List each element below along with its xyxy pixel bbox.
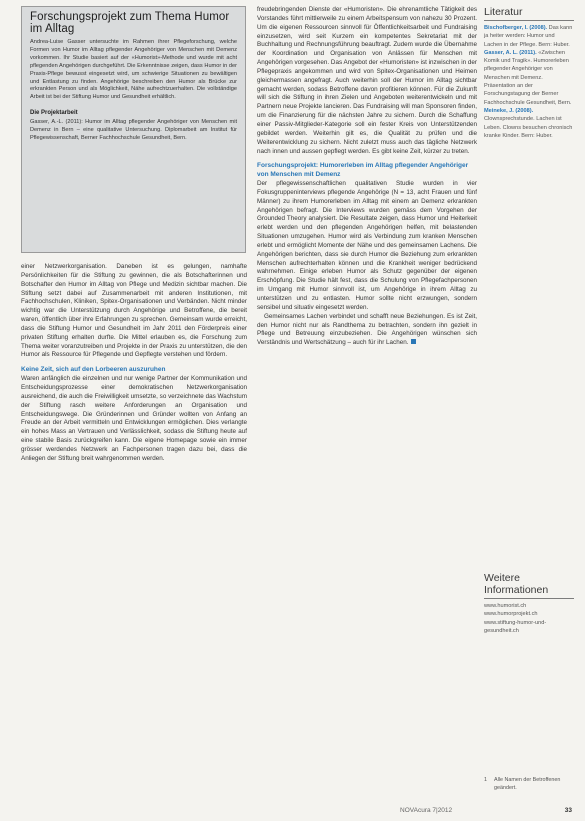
footnote xyxy=(484,777,574,792)
closing-text: Gemeinsames Lachen verbindet und schafft neue Beziehungen. Es ist Zeit, den Humor nicht nur als Randthema zu betrachten, sondern ihn gezielt in Pflege und Betreuung einzubeziehen. Die Angehörigen wünschen sich Verständnis und Wertschätzung – auch für ihr Lachen. xyxy=(257,312,477,347)
box-subheading: Die Projektarbeit xyxy=(30,110,78,117)
literature-sidebar xyxy=(484,6,574,140)
ref-author: Bischofberger, I. (2008). xyxy=(484,25,548,31)
divider xyxy=(484,20,574,21)
box-reference: Gasser, A.-L. (2011): Humor im Alltag pflegender Angehöriger von Menschen mit Demenz in Bern – eine qualitative Untersuchung. Diplomarbeit am Institut für Pflegewissenschaft, Berner Fachhochschule Gesundheit, Bern. xyxy=(30,119,237,142)
article-column-1 xyxy=(21,263,247,464)
article-paragraph: freudebringenden Dienste der «Humoristen». Die ehrenamtliche Tätigkeit des Vorstandes führt mittlerweile zu einem Arbeitspensum von nahezu 30 Prozent. Um die eigenen Ressourcen sinnvoll für Öffentlichkeitsarbeit und Fundraising einzusetzen, wird seit Kurzem ein kompetentes Sekretariat mit der Buchhaltung und Rechnungsführung beauftragt. Zudem wurde die Übernahme der Koordination und Organisation von Anlässen für Menschen mit Angehörigen vorgesehen. Das Angebot der «Humoristen» ist inzwischen in der Pflegepraxis angekommen und wird von Spitex-Organisationen und Heimen gleichermassen angefragt. Auch weiterhin soll der Humor im Alltag sichtbar gemacht werden, sodass Betroffene davon profitieren können. Für die Zukunft will sich die Stiftung in ihren Zielen und Angeboten weiterentwickeln und mit Partnern neue Projekte lancieren. Das Fundraising will man Sponsoren finden, um die Finanzierung für die nächsten Jahre zu sichern. Durch die Schaffung einer Passiv-Mitglieder-Kategorie soll ein fester Kreis von Unterstützenden gebildet werden. Weiterhin gilt es, die Qualität zu prüfen und die Weiterentwicklung zu sichern. Nicht zuletzt muss auch das tägliche Netzwerk nach innen und aussen gepflegt werden. Es gibt keine Zeit, kürzer zu treten. xyxy=(257,6,477,155)
link-item[interactable]: www.humorprojekt.ch xyxy=(484,611,538,618)
article-paragraph xyxy=(257,313,477,348)
ref-author: Gasser, A. L. (2011). xyxy=(484,49,537,56)
divider xyxy=(484,598,574,599)
article-paragraph: Waren anfänglich die einzelnen und nur wenige Partner der Kommunikation und Entscheidungsprozesse einer demokratischen Netzwerkorganisation ausreichend, die auch die Freiwilligkeit umsetzte, so verzeichnete das Wachstum der Stiftung rasch weitere Anforderungen an Organisation und Entscheidungswege. Die Gründerinnen und Gründer wollten von Anfang an Freude an der Arbeit vermitteln und Entwicklungen ermöglichen. Dies verlangte ein hohes Mass an Vertrauen und Verlässlichkeit, sodass die Stiftung heute auf eine stabile Basis zurückgreifen kann. Die eigene Homepage sowie ein immer grösser werdendes Netzwerk an Fachpersonen tragen dazu bei, dass die Anliegen der Stiftung breit wahrgenommen werden. xyxy=(21,375,247,462)
link-item[interactable]: www.stiftung-humor-und-gesundheit.ch xyxy=(484,619,547,634)
section-heading: Keine Zeit, sich auf den Lorbeeren auszuruhen xyxy=(21,366,166,374)
article-paragraph: einer Netzwerkorganisation. Daneben ist es gelungen, namhafte Persönlichkeiten für die Stiftung zu gewinnen, die als Botschafterinnen und Botschafter den Humor im Alltag von Pflege und Medizin sichtbar machen. Die Stiftung setzt dabei auf Zusammenarbeit mit anderen Institutionen, mit Fachhochschulen, Kliniken, Spitex-Organisationen und Verbänden. Nicht minder wichtig war die Unterstützung durch Angehörige und Betroffene, die bereit waren, öffentlich über ihre Erfahrungen zu sprechen. Gemeinsam wurde erreicht, dass die Stiftung Humor und Gesundheit im Jahr 2011 den Förderpreis einer privaten Stiftung erhalten durfte. Die Mittel erlauben es, die Forschung zum Thema weiter voranzutreiben und Projekte in der Praxis zu unterstützen, die den Humor als Ressource für Pflegende und Gepflegte verstehen und fördern. xyxy=(21,263,247,359)
article-column-2 xyxy=(257,6,477,348)
link-list xyxy=(484,602,574,635)
ref-author: Meineke, J. (2008). xyxy=(484,107,534,114)
end-mark-icon xyxy=(411,339,416,344)
ref-text: «Zwischen Komik und Tragik». Humorerleben pflegender Angehöriger von Menschen mit Demenz. Präsentation an der Forschungstagung der Berner Fachhochschule Gesundheit, Bern. xyxy=(484,49,572,106)
literature-ref xyxy=(484,49,574,107)
footnote-number: 1 xyxy=(484,777,487,783)
section-heading: Forschungsprojekt: Humorerleben im Alltag pflegender Angehöriger von Menschen mit Demenz xyxy=(257,162,469,179)
ref-text: Clownsprechstunde. Lachen ist Leben. Clowns besuchen chronisch kranke Kinder. Bern: Huber. xyxy=(484,116,573,139)
further-info-sidebar xyxy=(484,572,574,635)
link-item[interactable]: www.humorist.ch xyxy=(484,603,527,609)
literature-ref xyxy=(484,107,574,140)
box-intro: Andrea-Luise Gasser untersuchte im Rahmen ihrer Pflegeforschung, welche Formen von Humor im Alltag pflegender Angehöriger von Menschen mit Demenz vorkommen. Ihr Studie basiert auf der «Humorist»-Methode und wurde mit acht pflegenden Angehörigen durchgeführt. Die Erkenntnisse zeigen, dass Humor in der Praxis-Pflege bewusst eingesetzt wird, um schwierige Situationen zu bewältigen und Entlastung zu finden. Angehörige beschreiben den Humor als Brücke zur erkrankten Person und als Möglichkeit, Nähe aufrechtzuerhalten. Die vollständige Arbeit ist bei der Stiftung Humor und Gesundheit erhältlich. xyxy=(30,39,237,101)
article-paragraph: Der pflegewissenschaftlichen qualitativen Studie wurden in vier Fokusgruppeninterviews pflegende Angehörige (N = 13, acht Frauen und fünf Männer) zu ihrem Humorerleben im Alltag mit einem an Demenz erkrankten Angehörigen befragt. Die Interviews wurden gemäss dem Vorgehen der Grounded Theory analysiert. Die Resultate zeigen, dass Humor und Heiterkeit erlebt werden und den pflegenden Angehörigen helfen, mit belastenden Situationen umzugehen. Humor wird als Verbindung zum kranken Menschen erlebt und ermöglicht Momente der Nähe und des gemeinsamen Lachens. Die Angehörigen berichten, dass sie durch Humor die Beziehung zum erkrankten Menschen aufrechterhalten können und die Krankheit weniger bedrückend wahrnehmen. Einige erleben Humor als Schutz gegenüber der eigenen Erschöpfung. Die Studie hält fest, dass die Schulung von Pflegefachpersonen im Umgang mit Humor sinnvoll ist, um Angehörige in ihrem Alltag zu unterstützen und zu entlasten. Humor sollte nicht erzwungen, sondern sensibel und situativ eingesetzt werden. xyxy=(257,180,477,311)
ref-text: Das kann ja heiter werden: Humor und Lachen in der Pflege. Bern: Huber. xyxy=(484,25,573,48)
footnote-text: Alle Namen der Betroffenen geändert. xyxy=(494,777,561,791)
literature-ref xyxy=(484,24,574,49)
page-number: 33 xyxy=(564,807,572,814)
further-info-title: Weitere Informationen xyxy=(484,572,549,596)
literature-title: Literatur xyxy=(484,6,523,18)
magazine-name: NOVAcura 7|2012 xyxy=(400,807,453,814)
research-project-box xyxy=(21,6,246,253)
box-title: Forschungsprojekt zum Thema Humor im Alltag xyxy=(30,11,230,35)
